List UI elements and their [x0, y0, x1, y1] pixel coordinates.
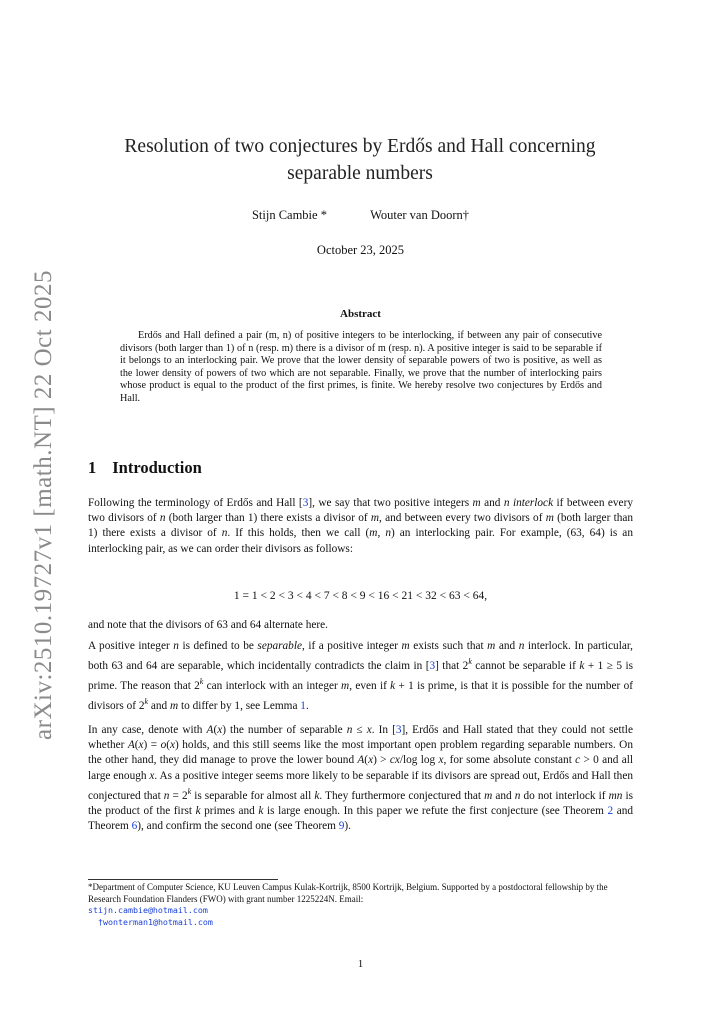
abstract-text: Erdős and Hall defined a pair (m, n) of positive integers to be interlocking, if between any pair of consecutive divisors (both larger than 1) of n (resp. m) there is a divisor of m (resp. n). A positive integer is said to be separable if it belongs to an interlocking pair. We prove that the lower density of separable powers of two is positive, as well as the lower density of powers of two which are not separable. Finally, we prove that the number of interlocking pairs whose product is equal to the product of the first primes, is finite. We hereby resolve two conjectures by Erdős and Hall.	[120, 330, 602, 404]
paragraph-2: and note that the divisors of 63 and 64 alternate here.	[88, 619, 328, 631]
footnote-1: *Department of Computer Science, KU Leuven Campus Kulak-Kortrijk, 8500 Kortrijk, Belgium. Supported by a postdoctoral fellowship by the Research Foundation Flanders (FWO) with grant number 1225224N. Email:	[88, 882, 608, 904]
footnote-divider	[88, 879, 278, 880]
author-list	[88, 208, 633, 223]
author-2: Wouter van Doorn†	[370, 208, 470, 222]
page-number: 1	[357, 958, 364, 970]
paper-title	[100, 133, 620, 187]
title-line-1: Resolution of two conjectures by Erdős and Hall concerning	[124, 136, 596, 157]
section-number: 1	[88, 458, 97, 477]
divisor-ordering-equation: 1 = 1 < 2 < 3 < 4 < 7 < 8 < 9 < 16 < 21 < 32 < 63 < 64,	[233, 590, 488, 602]
footnote-2-email[interactable]: †wonterman1@hotmail.com	[98, 916, 213, 927]
arxiv-identifier-stamp: arXiv:2510.19727v1 [math.NT] 22 Oct 2025	[30, 270, 57, 740]
paper-date: October 23, 2025	[316, 243, 405, 257]
footnotes	[88, 882, 633, 928]
section-title: Introduction	[112, 458, 202, 477]
paragraph-1: Following the terminology of Erdős and Hall [3], we say that two positive integers m and n interlock if between every two divisors of n (both larger than 1) there exists a divisor of m, and between every two divisors of m (both larger than 1) there exists a divisor of n. If this holds, then we call (m, n) an interlocking pair. For example, (63, 64) is an interlocking pair, as we can order their divisors as follows:	[88, 497, 634, 555]
footnote-1-email[interactable]: stijn.cambie@hotmail.com	[88, 905, 208, 916]
title-line-2: separable numbers	[287, 163, 433, 184]
paragraph-4: In any case, denote with A(x) the number of separable n ≤ x. In [3], Erdős and Hall stated that they could not settle whether A(x) = o(x) holds, and this still seems like the most important open problem regarding separable numbers. On the other hand, they did manage to prove the lower bound A(x) > cx/log log x, for some absolute constant c > 0 and all large enough x. As a positive integer seems more likely to be separable if its divisors are spread out, Erdős and Hall then conjectured that $n = 2^k$ is separable for almost all k. They furthermore conjectured that m and n do not interlock if mn is the product of the first k primes and k is large enough. In this paper we refute the first conjecture (see Theorem 2 and Theorem 6), and confirm the second one (see Theorem 9).	[88, 724, 634, 832]
author-1: Stijn Cambie *	[251, 208, 327, 222]
paragraph-3: A positive integer n is defined to be separable, if a positive integer m exists such that m and n interlock. In particular, both 63 and 64 are separable, which incidentally contradicts the claim in [3] that 2$^k$ cannot be separable if k + 1 ≥ 5 is prime. The reason that 2$^k$ can interlock with an integer m, even if k + 1 is prime, is that it is possible for the number of divisors of 2$^k$ and m to differ by 1, see Lemma 1.	[88, 640, 634, 712]
abstract-heading: Abstract	[340, 308, 381, 320]
section-heading	[88, 458, 202, 478]
